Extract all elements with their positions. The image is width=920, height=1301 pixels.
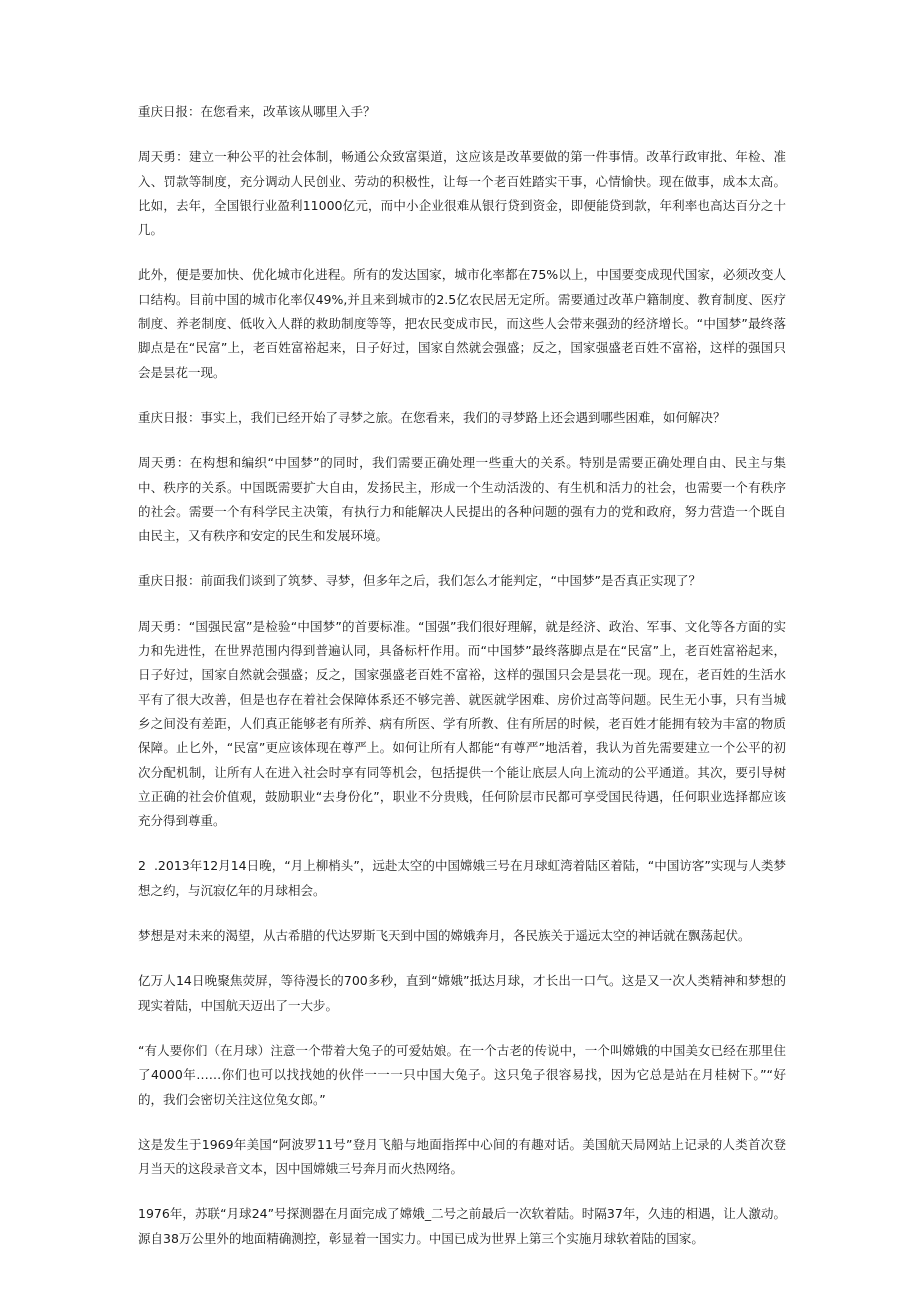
paragraph-change3-landing: 2 .2013年12月14日晚，“月上柳梢头”，远赴太空的中国嫦娥三号在月球虹湾着陆区着陆，“中国访客”实现与人类梦想之约，与沉寂亿年的月球相会。 (138, 858, 786, 898)
paragraph-interview-question-3: 重庆日报：前面我们谈到了筑梦、寻梦，但多年之后，我们怎么才能判定，“中国梦”是否真正实现了？ (138, 573, 701, 589)
paragraph-interview-question-1: 重庆日报：在您看来，改革该从哪里入手？ (138, 104, 376, 119)
paragraph-apollo-quote: “有人要你们（在月球）注意一个带着大兔子的可爱姑娘。在一个古老的传说中，一个叫嫦娥的中国美女已经在那里住了4000年……你们也可以找找她的伙伴一一一只中国大兔子。这只兔子很容易找，因为它总是站在月桂树下。”“好的，我们会密切关注这位兔女郎。” (138, 1042, 786, 1107)
paragraph-urbanization: 此外，便是要加快、优化城市化进程。所有的发达国家，城市化率都在75%以上，中国要变成现代国家，必须改变人口结构。目前中国的城市化率仅49%,并且来到城市的2.5亿农民居无定所。需要通过改革户籍制度、教育制度、医疗制度、养老制度、低收入人群的救助制度等等，把农民变成市民，而这些人会带来强劲的经济增长。“中国梦”最终落脚点是在“民富”上，老百姓富裕起来，日子好过，国家自然就会强盛；反之，国家强盛老百姓不富裕，这样的强国只会是昙花一现。 (138, 267, 786, 380)
paragraph-dream-myths: 梦想是对未来的渴望，从古希腊的代达罗斯飞天到中国的嫦娥奔月，各民族关于遥远太空的神话就在飘荡起伏。 (138, 928, 751, 944)
paragraph-apollo-dialogue: 这是发生于1969年美国“阿波罗11号”登月飞船与地面指挥中心间的有趣对话。美国航天局网站上记录的人类首次登月当天的这段录音文本，因中国嫦娥三号奔月而火热网络。 (138, 1136, 786, 1177)
paragraph-interview-answer-2: 周天勇：在构想和编织“中国梦”的同时，我们需要正确处理一些重大的关系。特别是需要正确处理自由、民主与集中、秩序的关系。中国既需要扩大自由，发扬民主，形成一个生动活泼的、有生机和活力的社会，也需要一个有秩序的社会。需要一个有科学民主决策，有执行力和能解决人民提出的各种问题的强有力的党和政府，努力营造一个既自由民主，又有秩序和安定的民生和发展环境。 (138, 455, 786, 544)
paragraph-luna24: 1976年，苏联“月球24”号探测器在月面完成了嫦娥_二号之前最后一次软着陆。时隔37年，久违的相遇，让人激动。源自38万公里外的地面精确测控，彰显着一国实力。中国已成为世界上第三个实施月球软着陆的国家。 (138, 1206, 786, 1246)
paragraph-audience-watch: 亿万人14日晚聚焦荧屏，等待漫长的700多秒，直到“嫦娥”抵达月球，才长出一口气。这是又一次人类精神和梦想的现实着陆，中国航天迈出了一大步。 (138, 973, 786, 1013)
paragraph-interview-answer-3: 周天勇：“国强民富”是检验“中国梦”的首要标准。“国强”我们很好理解，就是经济、政治、军事、文化等各方面的实力和先进性，在世界范围内得到普遍认同，具备标杆作用。而“中国梦”最终落脚点是在“民富”上，老百姓富裕起来，日子好过，国家自然就会强盛；反之，国家强盛老百姓不富裕，这样的强国只会是昙花一现。现在，老百姓的生活水平有了很大改善，但是也存在着社会保障体系还不够完善、就医就学困难、房价过高等问题。民生无小事，只有当城乡之间没有差距，人们真正能够老有所养、病有所医、学有所教、住有所居的时候，老百姓才能拥有较为丰富的物质保障。止匕外，“民富”更应该体现在尊严上。如何让所有人都能“有尊严”地活着，我认为首先需要建立一个公平的初次分配机制，让所有人在进入社会时享有同等机会，包括提供一个能让底层人向上流动的公平通道。其次，要引导树立正确的社会价值观，鼓励职业“去身份化”，职业不分贵贱，任何阶层市民都可享受国民待遇，任何职业选择都应该充分得到尊重。 (138, 618, 786, 829)
paragraph-interview-answer-1: 周天勇：建立一种公平的社会体制，畅通公众致富渠道，这应该是改革要做的第一件事情。改革行政审批、年检、准入、罚款等制度，充分调动人民创业、劳动的积极性，让每一个老百姓踏实干事，心情愉快。现在做事，成本太高。比如，去年，全国银行业盈利11000亿元，而中小企业很难从银行贷到资金，即便能贷到款，年利率也高达百分之十几。 (138, 149, 786, 238)
paragraph-interview-question-2: 重庆日报：事实上，我们已经开始了寻梦之旅。在您看来，我们的寻梦路上还会遇到哪些困难，如何解决？ (138, 409, 726, 425)
document-page (138, 100, 786, 1251)
